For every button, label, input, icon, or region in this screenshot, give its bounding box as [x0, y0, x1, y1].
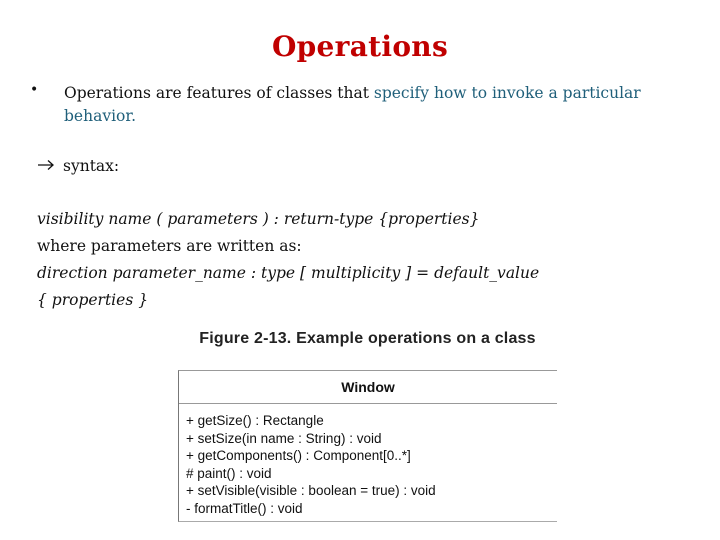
syntax-label: syntax: [63, 157, 120, 175]
bullet-text-highlight: specify how to invoke a particular behavior. [64, 84, 641, 125]
syntax-line: where parameters are written as: [37, 237, 302, 255]
syntax-block [37, 206, 677, 314]
bullet-text [64, 82, 674, 128]
uml-operation: + getComponents() : Component[0..*] [186, 448, 411, 464]
arrow-right-icon [37, 157, 63, 175]
syntax-line: direction parameter_name : type [ multiplicity ] = default_value [37, 264, 540, 282]
uml-operations [179, 404, 557, 518]
uml-operation: + setSize(in name : String) : void [186, 430, 382, 446]
syntax-line: { properties } [37, 291, 149, 309]
uml-operation: - formatTitle() : void [186, 500, 303, 516]
figure-caption: Figure 2-13. Example operations on a class [199, 330, 536, 347]
uml-class-box [178, 370, 557, 522]
syntax-heading [37, 157, 119, 175]
bullet-marker: • [30, 82, 39, 98]
bullet-text-plain: Operations are features of classes that [64, 84, 374, 102]
slide-title: Operations [271, 30, 449, 63]
syntax-line: visibility name ( parameters ) : return-type {properties} [37, 210, 480, 228]
uml-operation: + getSize() : Rectangle [186, 413, 324, 428]
uml-operation: + setVisible(visible : boolean = true) : void [186, 483, 436, 499]
uml-operation: # paint() : void [186, 465, 272, 481]
uml-class-name: Window [179, 371, 557, 404]
